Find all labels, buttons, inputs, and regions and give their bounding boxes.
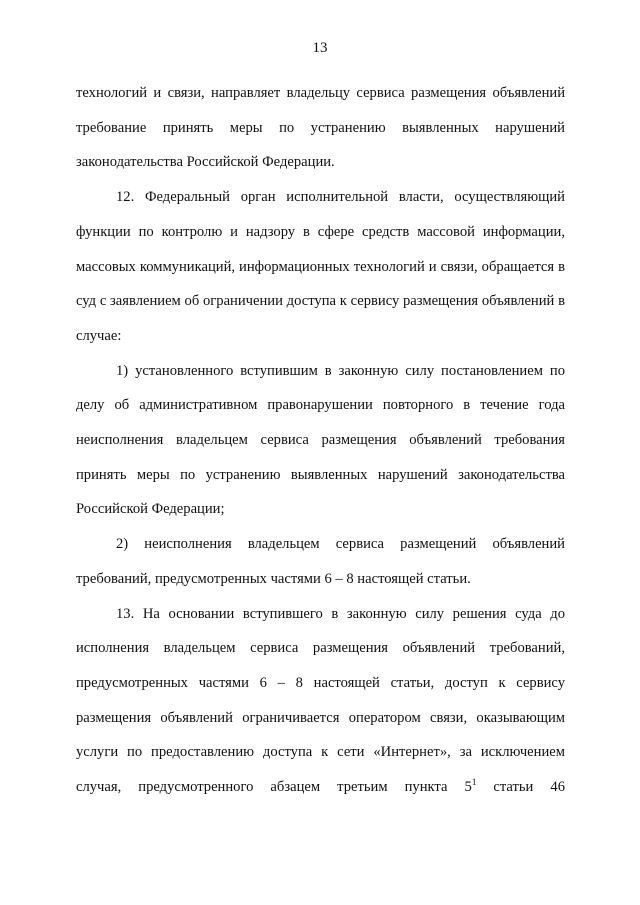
paragraph-item-12: 12. Федеральный орган исполнительной власти, осуществляющий функции по контролю и надзору в сфере средств массовой информации, массовых коммуникаций, информационных технологий и связи, обращается в суд с заявлением об ограничении доступа к сервису размещения объявлений в случае: xyxy=(76,189,565,344)
paragraph-subitem-2: 2) неисполнения владельцем сервиса размещений объявлений требований, предусмотренных частями 6 – 8 настоящей статьи. xyxy=(76,536,565,587)
paragraph-item-13-text: 13. На основании вступившего в законную силу решения суда до исполнения владельцем сервиса размещения объявлений требований, предусмотренных частями 6 – 8 настоящей статьи, доступ к сервису размещения объявлений ограничивается оператором связи, оказывающим услуги по предоставлению доступа к сети «Интернет», за исключением случая, предусмотренного абзацем третьим пункта 5 xyxy=(76,605,565,796)
page-number: 13 xyxy=(312,40,328,56)
paragraph-subitem-1: 1) установленного вступившим в законную силу постановлением по делу об административном правонарушении повторного в течение года неисполнения владельцем сервиса размещения объявлений требования принять меры по устранению выявленных нарушений законодательства Российской Федерации; xyxy=(76,362,565,518)
paragraph-item-13-tail: статьи 46 xyxy=(476,779,566,796)
superscript-marker: 1 xyxy=(471,777,477,788)
paragraph-item-13 xyxy=(76,597,565,805)
paragraph-continuation: технологий и связи, направляет владельцу сервиса размещения объявлений требование принять меры по устранению выявленных нарушений законодательства Российской Федерации. xyxy=(76,85,565,171)
document-body xyxy=(76,76,565,805)
